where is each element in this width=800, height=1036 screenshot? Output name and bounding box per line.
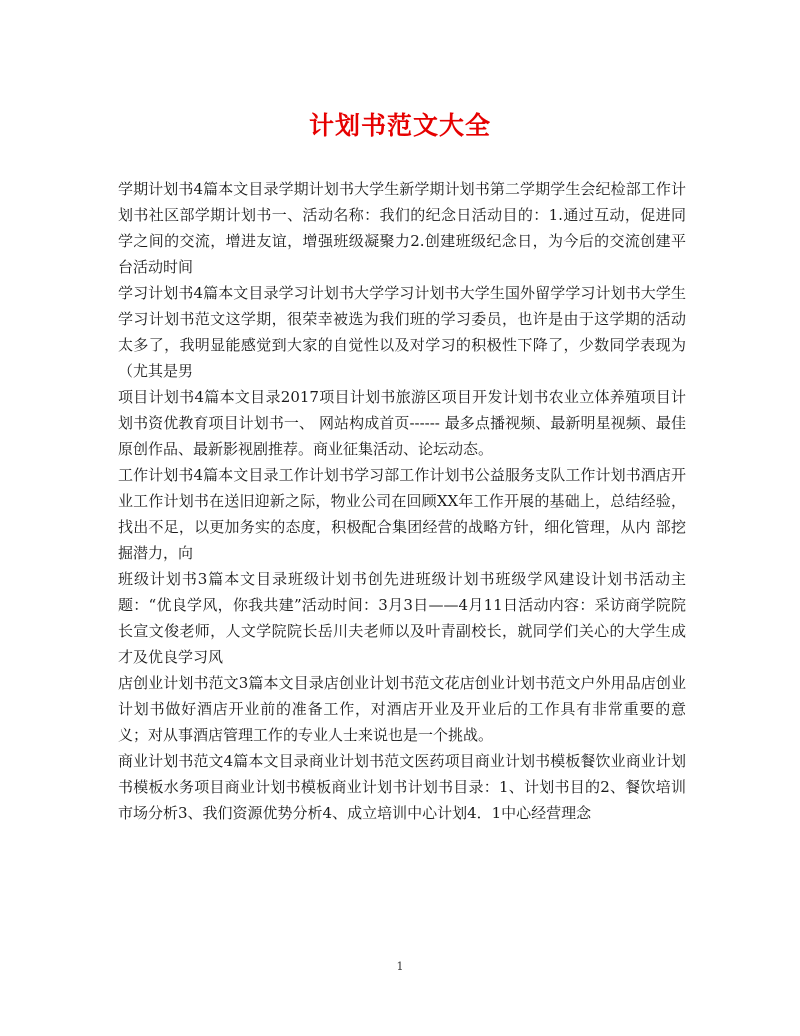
- paragraph-semester-plan: 学期计划书4篇本文目录学期计划书大学生新学期计划书第二学期学生会纪检部工作计划书社区部学期计划书一、活动名称：我们的纪念日活动目的：1.通过互动，促进同学之间的交流，增进友谊，增强班级凝聚力2.创建班级纪念日，为今后的交流创建平台活动时间: [118, 180, 686, 276]
- paragraph-project-plan: 项目计划书4篇本文目录2017项目计划书旅游区项目开发计划书农业立体养殖项目计划书资优教育项目计划书一、 网站构成首页------ 最多点播视频、最新明星视频、最佳原创作品、最新影视剧推荐。商业征集活动、论坛动态。: [118, 388, 686, 458]
- paragraph-study-plan: 学习计划书4篇本文目录学习计划书大学学习计划书大学生国外留学学习计划书大学生学习计划书范文这学期，很荣幸被选为我们班的学习委员，也许是由于这学期的活动太多了，我明显能感觉到大家的自觉性以及对学习的积极性下降了，少数同学表现为（尤其是男: [118, 284, 686, 380]
- page-number: 1: [396, 960, 404, 973]
- document-body: [118, 176, 686, 826]
- paragraph-shop-business-plan: 店创业计划书范文3篇本文目录店创业计划书范文花店创业计划书范文户外用品店创业计划书做好酒店开业前的准备工作，对酒店开业及开业后的工作具有非常重要的意义；对从事酒店管理工作的专业人士来说也是一个挑战。: [118, 674, 686, 744]
- page-title: 计划书范文大全: [308, 111, 491, 140]
- paragraph-commercial-plan: 商业计划书范文4篇本文目录商业计划书范文医药项目商业计划书模板餐饮业商业计划书模板水务项目商业计划书模板商业计划书计划书目录：1、计划书目的2、餐饮培训市场分析3、我们资源优势分析4、成立培训中心计划4．1中心经营理念: [118, 752, 686, 822]
- paragraph-work-plan: 工作计划书4篇本文目录工作计划书学习部工作计划书公益服务支队工作计划书酒店开业工作计划书在送旧迎新之际，物业公司在回顾XX年工作开展的基础上，总结经验，找出不足，以更加务实的态度，积极配合集团经营的战略方针，细化管理，从内 部挖掘潜力，向: [118, 466, 686, 562]
- paragraph-class-plan: 班级计划书3篇本文目录班级计划书创先进班级计划书班级学风建设计划书活动主题：“优良学风，你我共建”活动时间：3月3日——4月11日活动内容：采访商学院院长宣文俊老师，人文学院院长岳川夫老师以及叶青副校长，就同学们关心的大学生成才及优良学习风: [118, 570, 686, 666]
